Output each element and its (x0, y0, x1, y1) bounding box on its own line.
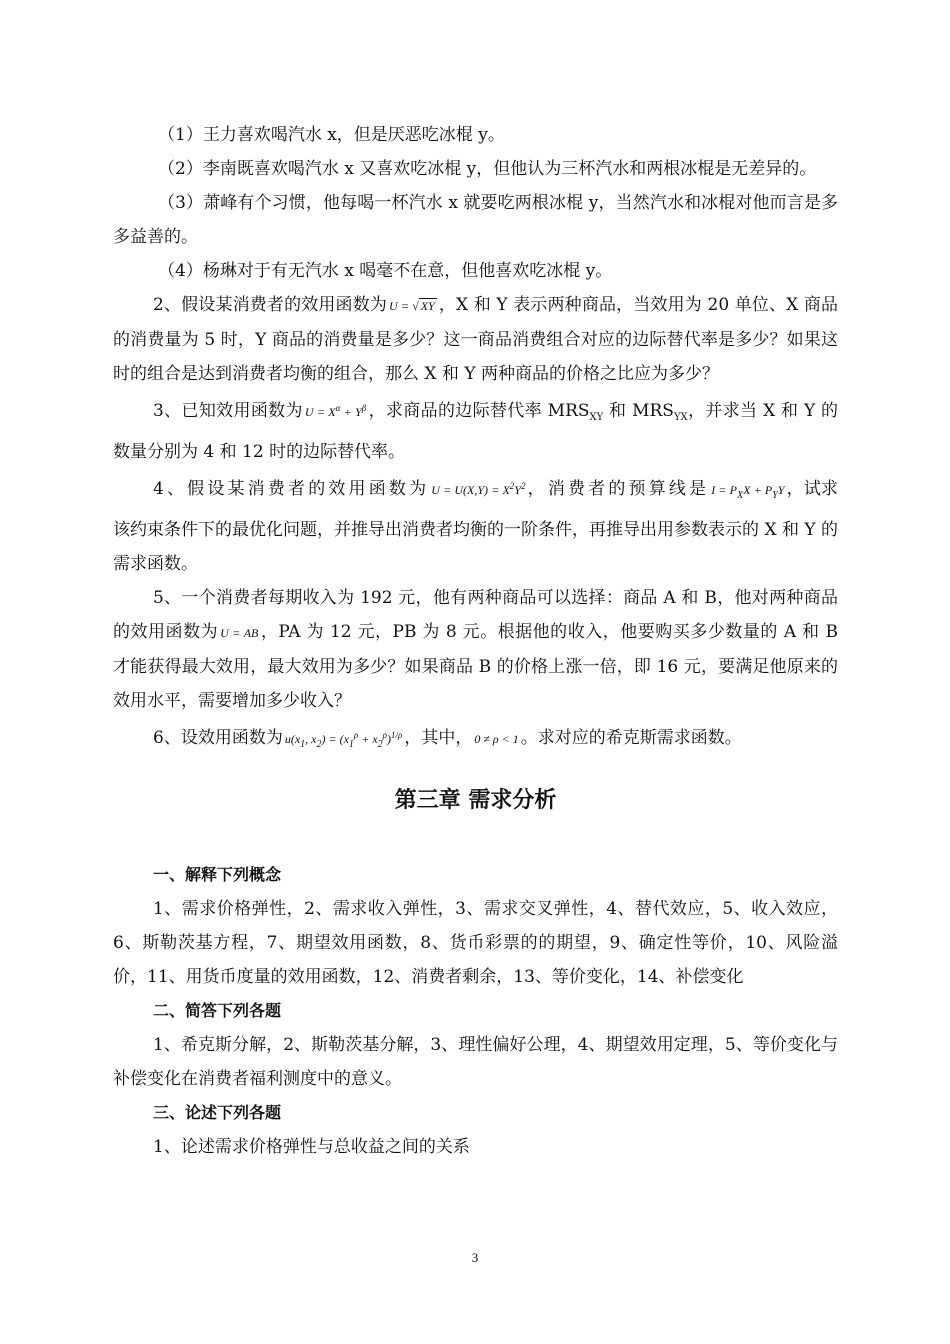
mrs-xy-subscript: XY (589, 412, 604, 423)
problem-3-text-c: 和 MRS (603, 401, 674, 421)
item-3: （3）萧峰有个习惯，他每喝一杯汽水 x 就要吃两根冰棍 y，当然汽水和冰棍对他而言是多多益善的。 (113, 193, 838, 247)
problem-3 (113, 391, 838, 469)
section-1-title: 一、解释下列概念 (153, 865, 282, 884)
section-3-title: 三、论述下列各题 (153, 1103, 282, 1122)
item-4: （4）杨琳对于有无汽水 x 喝毫不在意，但他喜欢吃冰棍 y。 (158, 261, 613, 281)
problem-2-text-a: 2、假设某消费者的效用函数为 (153, 295, 388, 315)
problem-6 (113, 718, 838, 762)
problem-4-text-a: 4、假设某消费者的效用函数为 (153, 479, 430, 499)
page-number: 3 (471, 1250, 479, 1265)
problem-3-text-a: 3、已知效用函数为 (153, 401, 303, 421)
chapter-title: 第三章 需求分析 (394, 788, 557, 813)
problem-5-text-b: ，PA 为 12 元，PB 为 8 元。根据他的收入，他要购买多少数量的 A 和 B 才能获得最大效用，最大效用为多少？如果商品 B 的价格上涨一倍，即 16 元，要满足他原来的效用水平，需要增加多少收入？ (113, 622, 838, 711)
section-3-body: 1、论述需求价格弹性与总收益之间的关系 (153, 1137, 470, 1157)
formula-ces-utility: $u(x_1$, $x_2) = (x_1^\rho + x_2^\rho)^{1/\rho}$ (284, 730, 403, 750)
problem-2-text-b: ，X 和 Y 表示两种商品，当效用为 20 单位、X 商品的消费量为 5 时，Y 商品的消费量是多少？这一商品消费组合对应的边际替代率是多少？如果这时的组合是达到消费者均衡的组合，那么 X 和 Y 两种商品的价格之比应为多少？ (113, 295, 838, 384)
problem-6-text-b: ，其中， (404, 728, 473, 748)
item-1: （1）王力喜欢喝汽水 x，但是厌恶吃冰棍 y。 (158, 125, 505, 145)
section-2-body: 1、希克斯分解，2、斯勒茨基分解，3、理性偏好公理，4、期望效用定理，5、等价变化与补偿变化在消费者福利测度中的意义。 (113, 1035, 838, 1089)
problem-3-text-b: ，求商品的边际替代率 MRS (368, 401, 590, 421)
section-1-body: 1、需求价格弹性，2、需求收入弹性，3、需求交叉弹性，4、替代效应，5、收入效应，6、斯勒茨基方程，7、期望效用函数，8、货币彩票的的期望，9、确定性等价，10、风险溢价，11、用货币度量的效用函数，12、消费者剩余，13、等价变化，14、补偿变化 (113, 899, 838, 987)
problem-2 (113, 288, 838, 391)
problem-6-text-a: 6、设效用函数为 (153, 728, 283, 748)
formula-rho-condition: 0 ≠ ρ < 1 (474, 732, 519, 746)
item-2: （2）李南既喜欢喝汽水 x 又喜欢吃冰棍 y，但他认为三杯汽水和两根冰棍是无差异的。 (158, 159, 817, 179)
formula-budget-line: $I = P_XX + P_YY$ (711, 483, 785, 501)
problem-4 (113, 469, 838, 581)
formula-utility-cobb-douglas: $U = U(X,Y) = X^2Y^2$ (431, 481, 526, 497)
problem-3-text-d: ，并求当 X 和 Y 的数量分别为 4 和 12 时的边际替代率。 (113, 401, 838, 462)
formula-utility-power: $U = X^\alpha + Y^\beta$ (304, 403, 367, 419)
page-content (113, 118, 838, 1164)
formula-utility-sqrt: U = √ XY (389, 299, 435, 313)
problem-4-text-b: ，消费者的预算线是 (527, 479, 710, 499)
problem-5-text-a: 5、一个消费者每期收入为 192 元，他有两种商品可以选择：商品 A 和 B，他对两种商品的效用函数为 (113, 588, 838, 642)
problem-6-text-c: 。求对应的希克斯需求函数。 (520, 728, 742, 748)
formula-utility-ab: U = AB (220, 626, 259, 640)
problem-5 (113, 581, 838, 718)
section-2-title: 二、简答下列各题 (153, 1001, 282, 1020)
problem-4-text-c: ，试求该约束条件下的最优化问题，并推导出消费者均衡的一阶条件，再推导出用参数表示的 X 和 Y 的需求函数。 (113, 479, 838, 574)
mrs-yx-subscript: YX (673, 412, 688, 423)
